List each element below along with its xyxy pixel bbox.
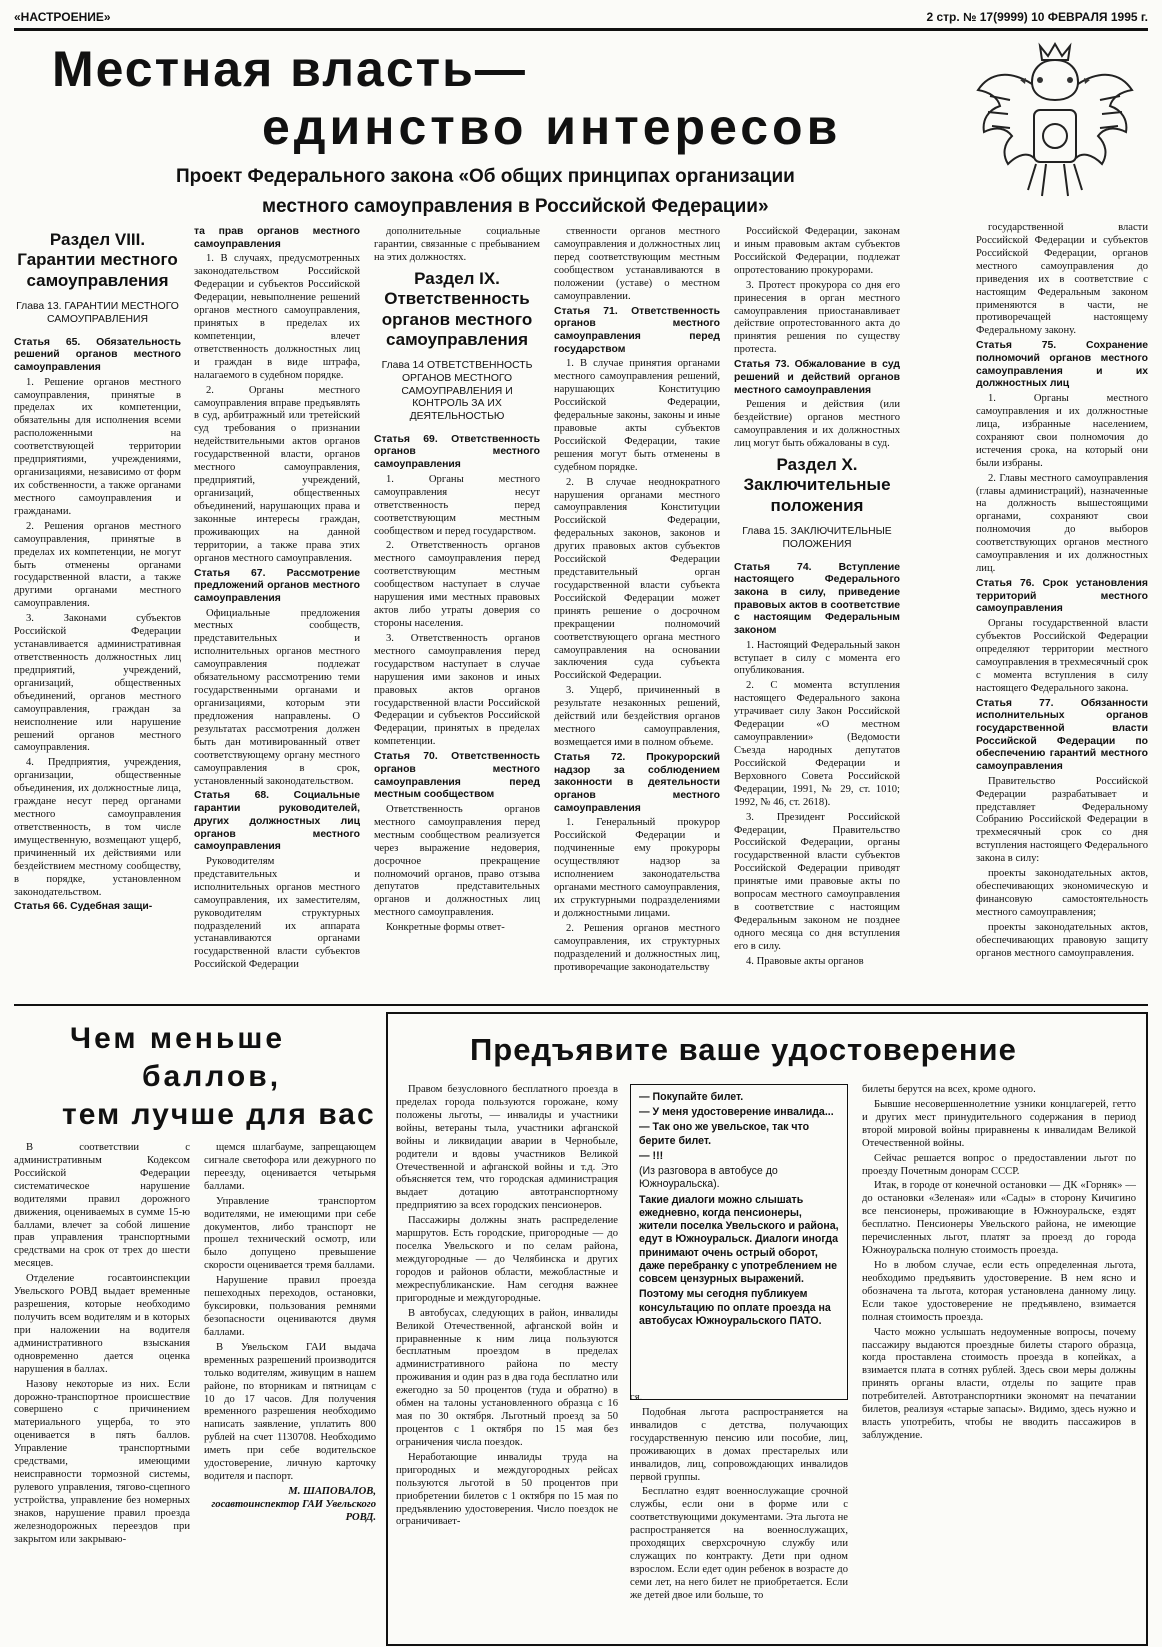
article-66-title: Статья 66. Судебная защи- [14, 901, 153, 913]
paragraph: 4. Правовые акты органов [746, 955, 864, 967]
article-73-title: Статья 73. Обжалование в суд решений и действий органов местного самоуправления [734, 359, 900, 396]
chapter-14-title: Глава 14 ОТВЕТСТВЕННОСТЬ ОРГАНОВ МЕСТНОГО САМОУПРАВЛЕНИЯ И КОНТРОЛЬ ЗА ИХ ДЕЯТЕЛЬНОСТЬЮ [381, 360, 533, 423]
article-77-title: Статья 77. Обязанности исполнительных органов государственной власти Российской Федерации по обеспечению гарантий местного самоуправления [976, 697, 1148, 772]
chapter-15-title: Глава 15. ЗАКЛЮЧИТЕЛЬНЫЕ ПОЛОЖЕНИЯ [742, 526, 892, 550]
horizontal-divider [14, 1004, 1148, 1006]
article-70-title: Статья 70. Ответственность органов местного самоуправления перед местным сообществом [374, 751, 540, 801]
paragraph: Подобная льгота распространяется на инвалидов с детства, получающих государственную пенсию или пособие, лиц, проживающих в домах престарелых или инвалидов, лиц, сопровождающих инвалидов первой группы. [630, 1406, 848, 1483]
issue-info: 2 стр. № 17(9999) 10 ФЕВРАЛЯ 1995 г. [926, 10, 1148, 24]
dialog-line: — Так оно же увельское, так что берите билет. [639, 1121, 810, 1147]
paragraph: ся. [630, 1392, 643, 1403]
paragraph: 2. В случае неоднократного нарушения органами местного самоуправления Конституции Российской Федерации, федеральных законов, законов и других правовых актов субъектов Российской Федерации представительный орган государственной власти субъекта Российской Федерации может принять решение о досрочном прекращении полномочий соответствующего органа местного самоуправления на основании заключения суда субъекта Российской Федерации. [554, 476, 720, 682]
article-76-title: Статья 76. Срок установления территорий местного самоуправления [976, 577, 1148, 615]
penalty-column-1 [14, 1142, 190, 1640]
article-65-title: Статья 65. Обязательность решений органов местного самоуправления [14, 336, 181, 373]
paragraph: Итак, в городе от конечной остановки — ДК «Горняк» — до остановки «Зеленая» или «Сады» в сторону Кичигино все пенсионеры, проживающие в Южноуральске, ездят бесплатно. Пенсионеры Увельского района, не имеющие перечисленных льгот, платят за проезд до города Южноуральска полную стоимость проезда. [862, 1180, 1136, 1257]
article-68-title: Статья 68. Социальные гарантии руководителей, других должностных лиц органов местного самоуправления [194, 790, 360, 853]
paragraph: 3. Президент Российской Федерации, Правительство Российской Федерации, органы государственной власти субъектов Российской Федерации приводят принятые ими правовые акты по вопросам местного самоуправления в соответствие с настоящим Федеральным законом не позднее одного месяца со дня вступления его в силу. [734, 811, 900, 952]
law-column-3 [374, 226, 540, 996]
article-67-title: Статья 67. Рассмотрение предложений органов местного самоуправления [194, 567, 360, 604]
paragraph: 1. Решение органов местного самоуправления, принятые в пределах их компетенции, обязательны для исполнения всеми расположенными на соответствующей территории предприятиями, учреждениями, организациями, независимо от форм их собственности, а также органами местного самоуправления и гражданами. [14, 376, 181, 517]
paragraph: Правительство Российской Федерации разрабатывает и представляет Федеральному Собранию Российской Федерации в трехмесячный срок со дня вступления настоящего Федерального закона в силу: [976, 775, 1148, 865]
paragraph: дополнительные социальные гарантии, связанные с пребыванием на этих должностях. [374, 226, 540, 263]
penalty-headline-line1: Чем меньше [70, 1022, 286, 1055]
newspaper-name: «НАСТРОЕНИЕ» [14, 10, 111, 24]
main-headline-line2: единство интересов [262, 99, 842, 155]
paragraph: 2. Решения органов местного самоуправления, принятые в пределах их компетенции, не могут быть отменены органами государственной власти, а также другими органами местного самоуправления. [14, 520, 181, 610]
paragraph: щемся шлагбауме, запрещающем сигнале светофора или дежурного по переезду, оценивается четырьмя баллами. [204, 1142, 376, 1192]
paragraph: Управление транспортом водителями, не имеющими при себе документов, либо транспорт не прошел технический осмотр, или было допущено превышение скорости оценивается тремя баллами. [204, 1195, 376, 1272]
paragraph: 3. Законами субъектов Российской Федерации устанавливается административная ответственность должностных лиц предприятий, учреждений, организаций, общественных объединений, органов местного самоуправления, граждан за неисполнение или нарушение решений органов местного самоуправления. [14, 613, 181, 754]
law-column-5 [734, 226, 900, 996]
dialog-comment: Поэтому мы сегодня публикуем консультацию по оплате проезда на автобусах Южноуральского ПАТО. [639, 1288, 831, 1327]
paragraph: В соответствии с административным Кодексом Российской Федерации систематическое нарушение водителями правил дорожного движения, оцениваемых в сумме 15-ю баллами, влечет за собой лишение прав управления транспортными средствами на срок от трех до шести месяцев. [14, 1142, 190, 1270]
paragraph: Неработающие инвалиды труда на пригородных и междугородных рейсах пользуются льготой в 50 процентов при приобретении билетов с 1 октября по 15 мая по предъявлению удостоверения. Число поездок не ограничивает- [396, 1451, 618, 1528]
penalty-column-2 [204, 1142, 376, 1640]
main-subtitle-line1: Проект Федерального закона «Об общих принципах организации [176, 166, 795, 187]
section-10-title: Раздел X. Заключительные положения [743, 454, 891, 515]
paragraph: Руководителям представительных и исполнительных органов местного самоуправления, их заместителям, руководителям структурных подразделений их аппарата устанавливаются органами государственной власти субъектов Российской Федерации [194, 855, 360, 971]
dialog-comment: Такие диалоги можно слышать ежедневно, когда пенсионеры, жители поселка Увельского и района, едут в Южноуральск. Диалоги иногда принимают очень острый оборот, даже перебранку с употреблением не совсем цензурных выражений. [639, 1193, 839, 1286]
paragraph: Российской Федерации, законам и иным правовым актам субъектов Российской Федерации, подлежат опротестованию прокурорами. [734, 226, 900, 276]
transport-headline: Предъявите ваше удостоверение [470, 1032, 1017, 1067]
paragraph: 2. С момента вступления настоящего Федерального закона утрачивает силу Закон Российской Федерации «О местном самоуправлении» (Ведомости Съезда народных депутатов Российской Федерации и Верховного Совета Российской Федерации, 1991, № 29, ст. 1010; 1992, № 46, ст. 2618). [734, 680, 900, 808]
paragraph: проекты законодательных актов, обеспечивающих правовую защиту органов местного самоуправления. [976, 921, 1148, 959]
penalty-headline-line2: баллов, [142, 1060, 282, 1093]
paragraph: Сейчас решается вопрос о предоставлении льгот по проезду Почетным донорам СССР. [862, 1152, 1136, 1177]
paragraph: Пассажиры должны знать распределение маршрутов. Есть городские, пригородные — до поселка Увельского и по селам района, междугородные — до Челябинска и других городов и районов области, межобластные и межреспубликанские. Нам сегодня важнее пригородные и междугородные. [396, 1215, 618, 1304]
transport-column-2 [630, 1392, 848, 1636]
dialog-line: — !!! [639, 1149, 664, 1162]
paragraph: государственной власти Российской Федерации и субъектов Российской Федерации, органов местного самоуправления до приведения их в соответствие с настоящим Федеральным законом применяются в части, не противоречащей настоящему Федеральному закону. [976, 222, 1148, 337]
article-75-title: Статья 75. Сохранение полномочий органов местного самоуправления и их должностных лиц [976, 340, 1148, 390]
paragraph: Конкретные формы ответ- [386, 922, 505, 934]
paragraph: 1. Генеральный прокурор Российской Федерации и подчиненные ему прокуроры осуществляют надзор за исполнением законодательства органами местного самоуправления, их структурными подразделениями и должностными лицами. [554, 817, 720, 919]
law-column-6 [976, 222, 1148, 996]
paragraph: 1. Органы местного самоуправления несут ответственность перед соответствующим местным сообществом и перед государством. [374, 473, 540, 537]
main-headline-line1: Местная власть— [52, 41, 527, 97]
law-column-1 [14, 226, 181, 996]
transport-column-1 [396, 1084, 618, 1636]
paragraph: 1. В случаях, предусмотренных законодательством Российской Федерации и субъектов Российской Федерации, невыполнение решений органов местного самоуправления, принятых в пределах их компетенции, влечет ответственность должностных лиц и граждан в виде штрафа, налагаемого в судебном порядке. [194, 253, 360, 381]
paragraph: Бесплатно ездят военнослужащие срочной службы, если они в форме или с соответствующими документами. Эта льгота не распространяется на военнослужащих, проходящих сверхсрочную службу или служащих по контракту. Дети при одном взрослом. Если едет один ребенок в возрасте до семи лет, на него билет не приобретается. Если же детей двое или больше, то [630, 1486, 848, 1601]
dialog-source: (Из разговора в автобусе до Южноуральска). [639, 1165, 778, 1191]
article-69-title: Статья 69. Ответственность органов местного самоуправления [374, 433, 540, 471]
paragraph: 2. Решения органов местного самоуправления, их структурных подразделений и должностных лиц, противоречащие законодательству [554, 922, 720, 973]
paragraph: Бывшие несовершеннолетние узники концлагерей, гетто и других мест принудительного содержания в период второй мировой войны приравнены к инвалидам Великой Отечественной войны. [862, 1098, 1136, 1149]
paragraph: ственности органов местного самоуправления и должностных лиц перед соответствующим местным сообществом устанавливаются в положении (уставе) о местном самоуправлении. [554, 226, 720, 302]
article-71-title: Статья 71. Ответственность органов местного самоуправления перед государством [554, 305, 720, 355]
paragraph: 1. В случае принятия органами местного самоуправления решений, нарушающих Конституцию Российской Федерации, федеральные законы, законы и иные правовые акты субъектов Российской Федерации, такие решения могут быть отменены в судебном порядке. [554, 358, 720, 473]
law-column-2 [194, 226, 360, 996]
paragraph: В Увельском ГАИ выдача временных разрешений производится только водителям, живущим в нашем районе, по вторникам и пятницам с 10 до 17 часов. Для получения временного разрешения необходимо написать заявление, уплатить 800 рублей на счет 1130708. Необходимо иметь при себе водительское удостоверение, личную карточку водителя и паспорт. [204, 1341, 376, 1483]
section-9-title: Раздел IX. Ответственность органов местного самоуправления [381, 268, 533, 349]
section-8-title: Раздел VIII. Гарантии местного самоуправления [17, 230, 178, 290]
paragraph: Официальные предложения местных сообществ, представительных и исполнительных органов местного самоуправления подлежат обязательному рассмотрению теми государственными органами и организациями, которым эти предложения направлены. О результатах рассмотрения должен быть дан мотивированный ответ соответствующему органу местного самоуправления в срок, установленный законодательством. [194, 607, 360, 787]
paragraph: 3. Ущерб, причиненный в результате незаконных решений, действий или бездействия органов местного самоуправления, возмещается ими в полном объеме. [554, 685, 720, 749]
penalty-headline-line3: тем лучше для вас [62, 1098, 376, 1131]
coat-of-arms-icon [970, 40, 1140, 216]
author-name: М. ШАПОВАЛОВ, [288, 1485, 376, 1497]
article-74-title: Статья 74. Вступление настоящего Федерального закона в силу, приведение правовых актов в соответствие с настоящим Федеральным законом [734, 561, 900, 636]
paragraph: 1. Органы местного самоуправления и их должностные лица, избранные населением, сохраняют свои полномочия до истечения срока, на который они были избраны. [976, 393, 1148, 469]
article-72-title: Статья 72. Прокурорский надзор за соблюдением законности в деятельности органов местного самоуправления [554, 751, 720, 814]
paragraph: 2. Ответственность органов местного самоуправления перед соответствующим местным сообществом наступает в случае нарушения ими местных правовых актов либо утраты доверия со стороны населения. [374, 540, 540, 629]
masthead [14, 10, 1148, 31]
paragraph: Нарушение правил проезда пешеходных переходов, остановки, буксировки, пользования ремнями безопасности оцениваются двумя баллами. [204, 1275, 376, 1338]
dialog-line: — У меня удостоверение инвалида... [639, 1106, 834, 1119]
paragraph: В автобусах, следующих в район, инвалиды Великой Отечественной, афганской войн и приравненные к ним лица пользуются бесплатным проездом в пределах административного района по месту проживания и один раз в два года бесплатно или ежегодно за 50 процентов (туда и обратно) в обмен на талоны установленного образца с 16 мая по 30 октября. Льготный проезд за 50 процентов с 1 октября по 15 мая без ограничения числа поездок. [396, 1307, 618, 1448]
paragraph: Органы государственной власти субъектов Российской Федерации определяют территории местного самоуправления в трехмесячный срок с момента вступления в силу настоящего Федерального закона. [976, 618, 1148, 694]
paragraph: Отделение госавтоинспекции Увельского РОВД выдает временные разрешения, которые необходимо получить всем водителям и в которых при наложении на водителя административного взыскания одновременно дается оценка нарушения в баллах. [14, 1273, 190, 1375]
paragraph: 1. Настоящий Федеральный закон вступает в силу с момента его опубликования. [734, 639, 900, 677]
paragraph: 2. Главы местного самоуправления (главы администраций), назначенные на должность вышестоящими органами, сохраняют свои полномочия до выборов соответствующих органов местного самоуправления и их должностных лиц. [976, 472, 1148, 575]
paragraph: 2. Органы местного самоуправления вправе предъявлять в суд, арбитражный или третейский суд требования о признании недействительными актов органов государственной власти, органов местного самоуправления, предприятий, учреждений, организаций, общественных объединений, нарушающих права и законные интересы граждан, проживающих на данной территории, а также права этих органов местного самоуправления. [194, 384, 360, 564]
law-column-4 [554, 226, 720, 996]
paragraph: билеты берутся на всех, кроме одного. [862, 1084, 1036, 1095]
paragraph: Правом безусловного бесплатного проезда в пределах города пользуются горожане, кому положены льготы, — инвалиды и участники войны, ветераны тыла, участники афганской войны и ликвидации аварии в Чернобыле, родители и вдовы участников Великой Отечественной и афганской войны и т.д. Это объясняется тем, что городская администрация выдает дотацию автотранспортному предприятию за всех городских пенсионеров. [396, 1084, 618, 1212]
article-66-continued: та прав органов местного самоуправления [194, 226, 360, 250]
paragraph: Ответственность органов местного самоуправления перед местным сообществом реализуется через выражение недоверия, досрочное прекращение полномочий органов, право отзыва депутатов представительных органов и должностных лиц местного самоуправления. [374, 803, 540, 919]
paragraph: проекты законодательных актов, обеспечивающих экономическую и финансовую самостоятельность местного самоуправления; [976, 868, 1148, 918]
paragraph: 3. Ответственность органов местного самоуправления перед государством наступает в случае нарушения ими законов и иных правовых актов органов государственной власти Российской Федерации и субъектов Российской Федерации, принятых в пределах компетенции. [374, 632, 540, 748]
transport-column-3 [862, 1084, 1136, 1636]
dialog-line: — Покупайте билет. [639, 1091, 744, 1103]
paragraph: Назову некоторые из них. Если дорожно-транспортное происшествие совершено с причинением материального ущерба, то это оценивается в пять баллов. Управление транспортными средствами, имеющими неисправности тормозной системы, рулевого управления, тягово-сцепного устройства, управление без номерных знаков, нарушение правил проезда железнодорожных переездов при закрытом или закрываю- [14, 1378, 190, 1545]
chapter-13-title: Глава 13. ГАРАНТИИ МЕСТНОГО САМОУПРАВЛЕНИЯ [16, 301, 179, 325]
main-subtitle-line2: местного самоуправления в Российской Федерации» [262, 196, 769, 217]
dialog-inset [630, 1084, 848, 1400]
author-title: госавтоинспектор ГАИ Увельского РОВД. [211, 1498, 376, 1523]
paragraph: Часто можно услышать недоуменные вопросы, почему пассажиру выдаются проездные билеты старого образца, когда проставлена стоимость проезда в копейках, а взимается плата в сотнях рублей. Здесь свои меры должны принять органы власти, отделы по защите прав потребителей. Автотранспортники экономят на печатании билетов, реализуя «старые запасы». Видимо, здесь нужно и власть употребить, чтобы не вводить пассажиров в заблуждение. [862, 1326, 1136, 1441]
paragraph: Решения и действия (или бездействие) органов местного самоуправления и их должностных лиц могут быть обжалованы в суд. [734, 399, 900, 450]
paragraph: Но в любом случае, если есть определенная льгота, необходимо предъявить удостоверение. В нем ясно и обозначена та льгота, которая установлена данному лицу. Если такое удостоверение не предъявлено, взимается полная стоимость проезда. [862, 1259, 1136, 1323]
paragraph: 4. Предприятия, учреждения, организации, общественные объединения, их должностные лица, граждане несут перед органами местного самоуправления ответственность, в том числе имущественную, возмещают ущерб, причиненный их действиями или бездействием местному сообществу, в порядке, установленном законодательством. [14, 757, 181, 898]
paragraph: 3. Протест прокурора со дня его принесения в орган местного самоуправления приостанавливает действие опротестованного акта до принятия решения по существу протеста. [734, 279, 900, 356]
